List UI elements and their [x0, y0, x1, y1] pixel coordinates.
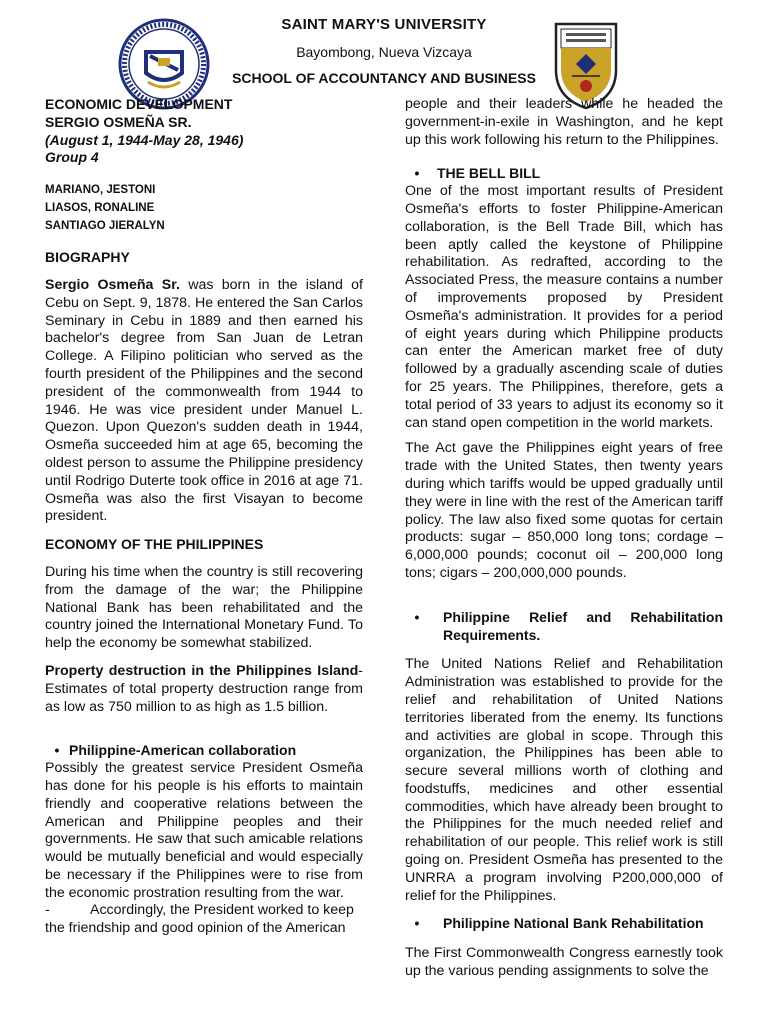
property-lead: Property destruction in the Philippines Island — [45, 662, 359, 679]
member-list — [45, 181, 363, 235]
collab-heading: Philippine-American collaboration — [69, 742, 297, 759]
bullet-icon: • — [54, 742, 60, 759]
member-name: MARIANO, JESTONI — [45, 184, 156, 197]
biography-paragraph — [45, 277, 363, 526]
bell-paragraph: One of the most important results of President Osmeña's efforts to foster Philippine-American collaboration, is the Bell Trade Bill, which has been aptly called the keystone of Philippine rehabilitation. As redrafted, according to the Associated Press, the measure contains a number of improvements proposed by President Osmeña's administration. It provides for a period of eight years during which Philippine products can enter the American market free of duty followed by a gradually ascending scale of duties for 25 years. The Philippines, therefore, gets a total period of 33 years to adjust its economy so it can stand open competition in the world markets. — [405, 183, 723, 431]
left-column — [45, 96, 363, 938]
accordingly-start: Accordingly, the President worked to keep — [90, 902, 354, 919]
relief-bullet — [405, 609, 723, 645]
school-name: SCHOOL OF ACCOUNTANCY AND BUSINESS — [232, 70, 536, 86]
bullet-icon: • — [414, 608, 420, 625]
dash-mark: - — [45, 902, 50, 919]
president-name: SERGIO OSMEÑA SR. — [45, 113, 192, 130]
bell-bullet — [405, 165, 723, 183]
accordingly-line — [45, 902, 363, 920]
act-paragraph: The Act gave the Philippines eight years of free trade with the United States, then twenty years during which tariffs would be upped gradually until they were in line with the rest of the American tariff policy. The law also fixed some quotas for certain products: sugar – 850,000 long tons; cordage – 6,000,000 pounds; coconut oil – 200,000 long tons; cigars – 200,000,000 pounds. — [405, 440, 723, 581]
pnb-heading: Philippine National Bank Rehabilitation — [443, 915, 704, 932]
bullet-icon: • — [414, 915, 420, 932]
property-body: -Estimates of total property destruction range from as low as 750 million to as high as 1.5 billion. — [45, 662, 363, 715]
subject-heading: ECONOMIC DEVELOPMENT — [45, 96, 233, 112]
economy-paragraph: During his time when the country is still recovering from the damage of the war; the Philippine National Bank has been rehabilitated and the country joined the International Monetary Fund. To help the economy be somewhat stabilized. — [45, 563, 363, 652]
university-name: SAINT MARY'S UNIVERSITY — [281, 16, 487, 33]
term-dates: (August 1, 1944-May 28, 1946) — [45, 131, 244, 148]
group-label: Group 4 — [45, 149, 99, 166]
member-name: LIASOS, RONALINE — [45, 202, 155, 215]
relief-heading: Philippine Relief and Rehabilitation Requirements. — [443, 608, 723, 643]
university-location: Bayombong, Nueva Vizcaya — [296, 44, 472, 60]
property-paragraph — [45, 663, 363, 716]
accordingly-continued: the friendship and good opinion of the American — [45, 920, 346, 937]
biography-lead: Sergio Osmeña Sr. — [45, 276, 180, 293]
pnb-bullet — [405, 915, 723, 933]
right-column — [405, 96, 723, 981]
relief-paragraph: The United Nations Relief and Rehabilitation Administration was established to provide for the relief and rehabilitation of United Nations territories liberated from the enemy. Its functions and activities are global in scope. Through this organization, the Philippines has been able to secure several millions worth of clothing and foodstuffs, medicines and other essential commodities, which have already been brought to the Philippines for the much needed relief and rehabilitation of our people. This relief work is still going on. President Osmeña has presented to the UNRRA a program involving P200,000,000 of relief for the Philippines. — [405, 656, 723, 904]
continuation-paragraph: people and their leaders while he headed the government-in-exile in Washington, and he kept up this work following his return to the Philippines. — [405, 96, 723, 148]
collab-paragraph: Possibly the greatest service President Osmeña has done for his people is his efforts to maintain friendly and cooperative relations between the American and Philippine peoples and their governments. He saw that such amicable relations would be mutually beneficial and would especially be necessary if the Philippines were to rise from the economic prostration resulting from the war. — [45, 760, 363, 901]
collab-bullet — [45, 742, 363, 760]
bell-heading: THE BELL BILL — [437, 165, 541, 182]
economy-heading: ECONOMY OF THE PHILIPPINES — [45, 536, 264, 553]
pnb-paragraph: The First Commonwealth Congress earnestly took up the various pending assignments to solve the — [405, 945, 723, 980]
member-name: SANTIAGO JIERALYN — [45, 220, 165, 233]
biography-heading: BIOGRAPHY — [45, 249, 130, 266]
biography-body: was born in the island of Cebu on Sept. 9, 1878. He entered the San Carlos Seminary in Cebu in 1889 and then earned his bachelor's degree from San Juan de Letran College. A Filipino politician who served as the fourth president of the Philippines and the second president of the commonwealth from 1944 to 1946. He was vice president under Manuel L. Quezon. Upon Quezon's sudden death in 1944, Osmeña succeeded him at age 65, becoming the oldest person to assume the Philippine presidency until Rodrigo Duterte took office in 2016 at age 71. Osmeña was also the first Visayan to become president. — [45, 276, 363, 525]
bullet-icon: • — [414, 165, 420, 182]
